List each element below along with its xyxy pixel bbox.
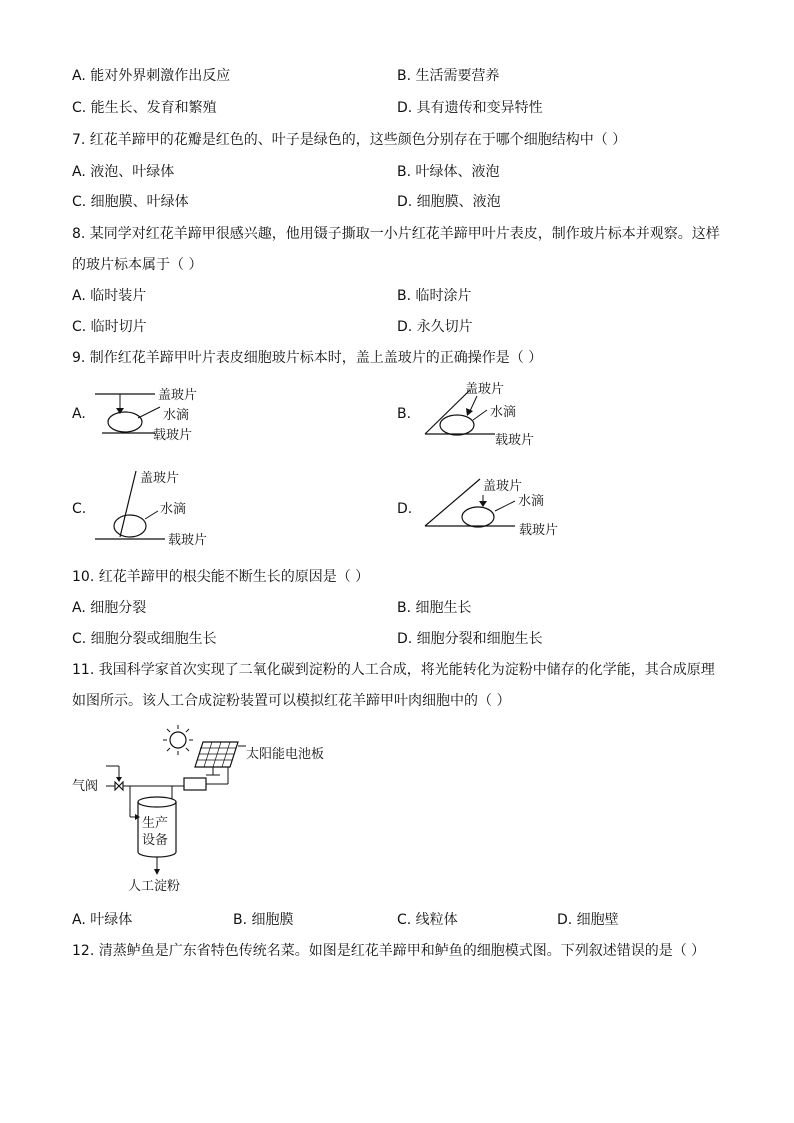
q6-option-b: B. 生活需要营养 bbox=[397, 68, 500, 84]
battery-icon bbox=[184, 778, 206, 790]
q9-b-label-slide: 载玻片 bbox=[495, 433, 535, 448]
q9-a-label-water: 水滴 bbox=[163, 408, 190, 423]
q9-a-label-cover: 盖玻片 bbox=[158, 388, 198, 403]
starch-output-label: 人工淀粉 bbox=[128, 879, 181, 894]
q10-option-d: D. 细胞分裂和细胞生长 bbox=[397, 631, 543, 647]
q9-diagram-a bbox=[90, 382, 250, 444]
q9-option-b-letter: B. bbox=[397, 406, 412, 422]
q9-d-label-cover: 盖玻片 bbox=[483, 479, 523, 494]
q7-stem: 7. 红花羊蹄甲的花瓣是红色的、叶子是绿色的，这些颜色分别存在于哪个细胞结构中（ ） bbox=[72, 132, 627, 148]
q10-stem: 10. 红花羊蹄甲的根尖能不断生长的原因是（ ） bbox=[72, 569, 370, 585]
device-label-line1: 生产 bbox=[142, 816, 169, 831]
q6-option-d: D. 具有遗传和变异特性 bbox=[397, 100, 543, 116]
q9-c-label-cover: 盖玻片 bbox=[140, 471, 180, 486]
sun-icon bbox=[163, 725, 193, 755]
q9-option-c-letter: C. bbox=[72, 501, 87, 517]
q8-option-a: A. 临时装片 bbox=[72, 288, 147, 304]
q11-option-d: D. 细胞壁 bbox=[557, 912, 619, 928]
q9-option-d-letter: D. bbox=[397, 501, 413, 517]
q9-d-label-slide: 载玻片 bbox=[519, 523, 559, 538]
q8-stem-line1: 8. 某同学对红花羊蹄甲很感兴趣，他用镊子撕取一小片红花羊蹄甲叶片表皮，制作玻片标本并观察。这样 bbox=[72, 226, 720, 242]
q9-c-label-slide: 载玻片 bbox=[168, 533, 208, 548]
q9-b-label-water: 水滴 bbox=[490, 405, 517, 420]
q9-b-label-cover: 盖玻片 bbox=[465, 382, 505, 397]
q7-option-a: A. 液泡、叶绿体 bbox=[72, 164, 175, 180]
q7-option-b: B. 叶绿体、液泡 bbox=[397, 164, 500, 180]
q11-option-c: C. 线粒体 bbox=[397, 912, 458, 928]
valve-label: 气阀 bbox=[72, 779, 99, 794]
q7-option-d: D. 细胞膜、液泡 bbox=[397, 194, 501, 210]
q11-stem-line1: 11. 我国科学家首次实现了二氧化碳到淀粉的人工合成，将光能转化为淀粉中储存的化学能，其合成原理 bbox=[72, 662, 715, 678]
q6-option-a: A. 能对外界刺激作出反应 bbox=[72, 68, 231, 84]
q10-option-b: B. 细胞生长 bbox=[397, 600, 472, 616]
q8-option-c: C. 临时切片 bbox=[72, 319, 147, 335]
q9-option-a-letter: A. bbox=[72, 406, 86, 422]
q9-diagram-d bbox=[415, 465, 575, 550]
q8-stem-line2: 的玻片标本属于（ ） bbox=[72, 257, 203, 273]
q9-c-label-water: 水滴 bbox=[160, 502, 187, 517]
valve-icon bbox=[115, 782, 123, 790]
q9-d-label-water: 水滴 bbox=[518, 494, 545, 509]
q9-stem: 9. 制作红花羊蹄甲叶片表皮细胞玻片标本时，盖上盖玻片的正确操作是（ ） bbox=[72, 350, 543, 366]
q11-starch-synthesis-diagram bbox=[70, 722, 370, 897]
q8-option-d: D. 永久切片 bbox=[397, 319, 473, 335]
q10-option-c: C. 细胞分裂或细胞生长 bbox=[72, 631, 217, 647]
q6-option-c: C. 能生长、发育和繁殖 bbox=[72, 100, 217, 116]
q7-option-c: C. 细胞膜、叶绿体 bbox=[72, 194, 189, 210]
q9-diagram-c bbox=[90, 465, 250, 550]
q9-diagram-b bbox=[415, 378, 575, 450]
device-label-line2: 设备 bbox=[142, 833, 169, 848]
q9-a-label-slide: 载玻片 bbox=[153, 428, 193, 443]
q8-option-b: B. 临时涂片 bbox=[397, 288, 472, 304]
q10-option-a: A. 细胞分裂 bbox=[72, 600, 147, 616]
q11-option-b: B. 细胞膜 bbox=[233, 912, 294, 928]
solar-panel-icon bbox=[195, 742, 246, 775]
q11-stem-line2: 如图所示。该人工合成淀粉装置可以模拟红花羊蹄甲叶肉细胞中的（ ） bbox=[72, 693, 511, 709]
solar-panel-label: 太阳能电池板 bbox=[246, 747, 325, 762]
q12-stem: 12. 清蒸鲈鱼是广东省特色传统名菜。如图是红花羊蹄甲和鲈鱼的细胞模式图。下列叙述错误的是（ ） bbox=[72, 943, 706, 959]
q11-option-a: A. 叶绿体 bbox=[72, 912, 133, 928]
